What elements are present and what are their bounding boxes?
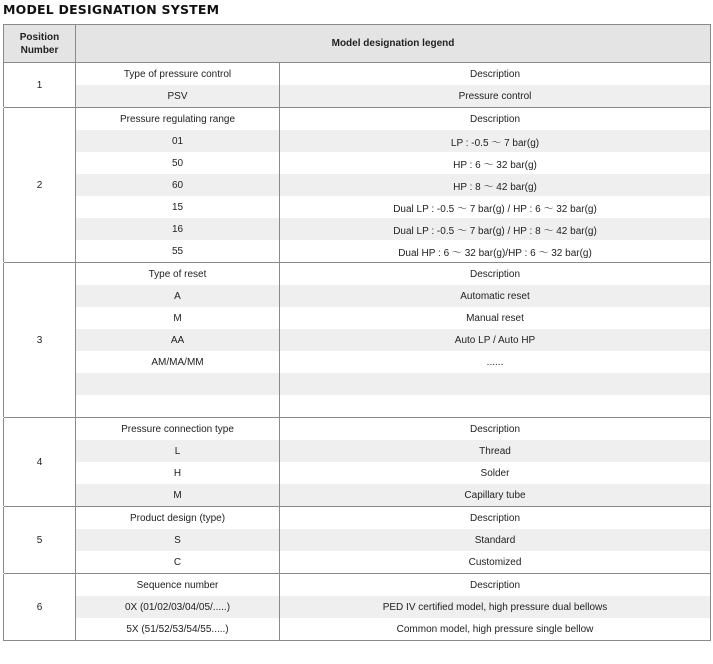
code-value: H bbox=[76, 462, 280, 484]
table-row bbox=[4, 373, 711, 395]
table-row bbox=[4, 108, 711, 130]
description-header: Description bbox=[280, 263, 711, 285]
description-value: Dual LP : -0.5 ～ 7 bar(g) / HP : 8 ～ 42 bar(g) bbox=[280, 218, 711, 240]
description-value: ...... bbox=[280, 351, 711, 373]
table-row bbox=[4, 307, 711, 329]
code-value: AA bbox=[76, 329, 280, 351]
field-name: Pressure connection type bbox=[76, 418, 280, 440]
description-header: Description bbox=[280, 418, 711, 440]
code-value bbox=[76, 373, 280, 395]
description-value: Solder bbox=[280, 462, 711, 484]
position-number: 5 bbox=[4, 507, 76, 573]
table-row bbox=[4, 596, 711, 618]
position-number: 2 bbox=[4, 108, 76, 262]
code-value: M bbox=[76, 484, 280, 506]
description-value: HP : 8 ～ 42 bar(g) bbox=[280, 174, 711, 196]
code-value: 0X (01/02/03/04/05/.....) bbox=[76, 596, 280, 618]
designation-table bbox=[3, 24, 711, 641]
table-row bbox=[4, 218, 711, 240]
table-row bbox=[4, 196, 711, 218]
description-value: Auto LP / Auto HP bbox=[280, 329, 711, 351]
table-row bbox=[4, 484, 711, 506]
position-number: 6 bbox=[4, 574, 76, 641]
description-value bbox=[280, 395, 711, 417]
description-value: Automatic reset bbox=[280, 285, 711, 307]
page-title: MODEL DESIGNATION SYSTEM bbox=[3, 2, 220, 17]
code-value bbox=[76, 395, 280, 417]
table-body bbox=[4, 63, 711, 641]
code-value: 5X (51/52/53/54/55.....) bbox=[76, 618, 280, 641]
table-row bbox=[4, 395, 711, 417]
position-number: 3 bbox=[4, 263, 76, 417]
code-value: AM/MA/MM bbox=[76, 351, 280, 373]
table-row bbox=[4, 240, 711, 262]
description-value: Common model, high pressure single bellow bbox=[280, 618, 711, 641]
table-row bbox=[4, 529, 711, 551]
position-number: 1 bbox=[4, 63, 76, 108]
field-name: Sequence number bbox=[76, 574, 280, 596]
table-row bbox=[4, 152, 711, 174]
position-number: 4 bbox=[4, 418, 76, 506]
field-name: Type of reset bbox=[76, 263, 280, 285]
description-value: Customized bbox=[280, 551, 711, 573]
table-row bbox=[4, 130, 711, 152]
table-row bbox=[4, 462, 711, 484]
table-row bbox=[4, 63, 711, 86]
code-value: L bbox=[76, 440, 280, 462]
field-name: Type of pressure control bbox=[76, 63, 280, 86]
description-header: Description bbox=[280, 574, 711, 596]
table-header-row bbox=[4, 25, 711, 63]
code-value: PSV bbox=[76, 85, 280, 107]
description-value bbox=[280, 373, 711, 395]
table-row bbox=[4, 618, 711, 641]
description-value: Thread bbox=[280, 440, 711, 462]
description-value: PED IV certified model, high pressure dual bellows bbox=[280, 596, 711, 618]
code-value: C bbox=[76, 551, 280, 573]
table-row bbox=[4, 574, 711, 596]
legend-header: Model designation legend bbox=[76, 25, 711, 63]
code-value: 01 bbox=[76, 130, 280, 152]
description-value: Pressure control bbox=[280, 85, 711, 107]
description-header: Description bbox=[280, 507, 711, 529]
table-row bbox=[4, 174, 711, 196]
description-value: Capillary tube bbox=[280, 484, 711, 506]
table-row bbox=[4, 285, 711, 307]
table-row bbox=[4, 440, 711, 462]
table-row bbox=[4, 263, 711, 285]
code-value: 15 bbox=[76, 196, 280, 218]
table-row bbox=[4, 351, 711, 373]
position-header: Position Number bbox=[4, 25, 76, 63]
table-row bbox=[4, 418, 711, 440]
code-value: M bbox=[76, 307, 280, 329]
description-value: HP : 6 ～ 32 bar(g) bbox=[280, 152, 711, 174]
description-value: Manual reset bbox=[280, 307, 711, 329]
table-row bbox=[4, 507, 711, 529]
description-header: Description bbox=[280, 108, 711, 130]
description-value: LP : -0.5 ～ 7 bar(g) bbox=[280, 130, 711, 152]
code-value: S bbox=[76, 529, 280, 551]
description-value: Dual LP : -0.5 ～ 7 bar(g) / HP : 6 ～ 32 bar(g) bbox=[280, 196, 711, 218]
description-value: Dual HP : 6 ～ 32 bar(g)/HP : 6 ～ 32 bar(g) bbox=[280, 240, 711, 262]
code-value: 55 bbox=[76, 240, 280, 262]
code-value: 16 bbox=[76, 218, 280, 240]
description-value: Standard bbox=[280, 529, 711, 551]
table-row bbox=[4, 551, 711, 573]
table-row bbox=[4, 85, 711, 107]
code-value: 60 bbox=[76, 174, 280, 196]
code-value: 50 bbox=[76, 152, 280, 174]
field-name: Product design (type) bbox=[76, 507, 280, 529]
description-header: Description bbox=[280, 63, 711, 86]
table-row bbox=[4, 329, 711, 351]
code-value: A bbox=[76, 285, 280, 307]
field-name: Pressure regulating range bbox=[76, 108, 280, 130]
